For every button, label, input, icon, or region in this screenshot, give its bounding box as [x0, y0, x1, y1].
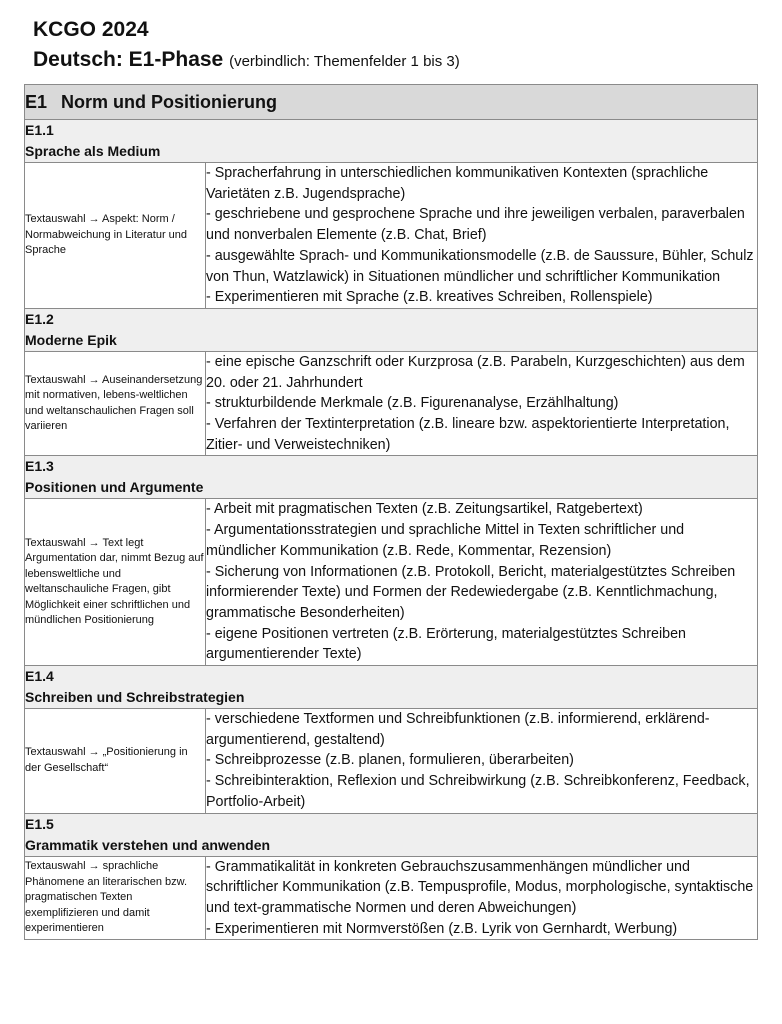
section-number: E1.1 [25, 122, 54, 138]
section-heading [25, 308, 758, 351]
content-item: - ausgewählte Sprach- und Kommunikationsmodelle (z.B. de Saussure, Bühler, Schulz von Thun, Watzlawick) in Situationen mündlicher und schriftlicher Kommunikation [206, 247, 754, 285]
content-item: - Argumentationsstrategien und sprachliche Mittel in Texten schriftlicher und mündlicher Kommunikation (z.B. Rede, Kommentar, Rezension) [206, 522, 685, 559]
section-heading [25, 666, 758, 709]
section-heading-row [25, 120, 758, 163]
content-item: - verschiedene Textformen und Schreibfunktionen (z.B. informierend, erklärend-argumentierend, gestaltend) [206, 711, 710, 748]
section-number: E1.5 [25, 815, 54, 832]
section-heading-row [25, 308, 758, 351]
content-item: - Schreibprozesse (z.B. planen, formulieren, überarbeiten) [206, 752, 574, 769]
content-items-cell [206, 163, 758, 309]
main-heading-number: E1 [25, 91, 48, 112]
content-item: - Schreibinteraktion, Reflexion und Schreibwirkung (z.B. Schreibkonferenz, Feedback, Portfolio-Arbeit) [206, 773, 750, 810]
content-items-cell [206, 709, 758, 814]
section-content-row [25, 856, 758, 940]
section-content-row [25, 709, 758, 814]
section-heading-row [25, 666, 758, 709]
content-items-cell [206, 499, 758, 666]
main-heading-row [25, 85, 758, 120]
section-heading [25, 456, 758, 499]
section-content-row [25, 163, 758, 309]
section-number: E1.4 [25, 668, 54, 685]
content-item: - Sicherung von Informationen (z.B. Protokoll, Bericht, materialgestütztes Schreiben informierender Texte) und Formen der Redewiedergabe (z.B. Kenntlichmachung, grammatische Besonderheiten) [206, 563, 736, 621]
document-title: KCGO 2024 [33, 18, 149, 41]
content-item: - geschriebene und gesprochene Sprache und ihre jeweiligen verbalen, paraverbalen und nonverbalen Elemente (z.B. Chat, Brief) [206, 206, 745, 244]
text-selection-cell: Textauswahl → „Positionierung in der Gesellschaft“ [25, 709, 206, 814]
content-item: - Grammatikalität in konkreten Gebrauchszusammenhängen mündlicher und schriftlicher Kommunikation (z.B. Tempusprofile, Modus, morphologische, syntaktische und text-grammatische Normen und deren Abweichungen) [206, 858, 754, 916]
section-heading-row [25, 813, 758, 856]
section-heading [25, 813, 758, 856]
section-title: Sprache als Medium [25, 143, 161, 159]
section-content-row [25, 351, 758, 456]
content-item: - Verfahren der Textinterpretation (z.B. lineare bzw. aspektorientierte Interpretation, Zitier- und Verweistechniken) [206, 416, 730, 453]
content-item: - eigene Positionen vertreten (z.B. Erörterung, materialgestütztes Schreiben argumentierender Texte) [206, 625, 686, 663]
section-number: E1.3 [25, 458, 54, 475]
content-item: - eine epische Ganzschrift oder Kurzprosa (z.B. Parabeln, Kurzgeschichten) aus dem 20. oder 21. Jahrhundert [206, 353, 745, 391]
content-item: - Arbeit mit pragmatischen Texten (z.B. Zeitungsartikel, Ratgebertext) [206, 501, 643, 518]
text-selection-cell: Textauswahl → Text legt Argumentation dar, nimmt Bezug auf lebensweltliche und weltanschauliche Fragen, gibt Möglichkeit einer schriftlichen und mündlichen Positionierung [25, 499, 206, 666]
content-item: - strukturbildende Merkmale (z.B. Figurenanalyse, Erzählhaltung) [206, 395, 619, 412]
section-number: E1.2 [25, 310, 54, 327]
main-heading [25, 85, 758, 120]
text-selection-cell: Textauswahl → Aspekt: Norm / Normabweichung in Literatur und Sprache [25, 163, 206, 309]
subtitle-note: (verbindlich: Themenfelder 1 bis 3) [229, 53, 460, 70]
section-content-row [25, 499, 758, 666]
content-items-cell [206, 856, 758, 940]
curriculum-table [24, 84, 758, 940]
text-selection-cell: Textauswahl → Auseinandersetzung mit normativen, lebens-weltlichen und weltanschaulichen Fragen soll variieren [25, 351, 206, 456]
main-heading-title: Norm und Positionierung [61, 91, 277, 112]
section-title: Moderne Epik [25, 331, 117, 348]
section-title: Positionen und Argumente [25, 479, 204, 496]
content-item: - Experimentieren mit Normverstößen (z.B. Lyrik von Gernhardt, Werbung) [206, 920, 678, 937]
section-heading-row [25, 456, 758, 499]
document-subtitle [33, 48, 460, 72]
section-title: Grammatik verstehen und anwenden [25, 836, 271, 853]
subtitle-main: Deutsch: E1-Phase [33, 48, 224, 71]
content-items-cell [206, 351, 758, 456]
content-item: - Experimentieren mit Sprache (z.B. kreatives Schreiben, Rollenspiele) [206, 289, 653, 306]
text-selection-cell: Textauswahl → sprachliche Phänomene an literarischen bzw. pragmatischen Texten exemplifizieren und damit experimentieren [25, 856, 206, 940]
section-heading [25, 120, 758, 163]
content-item: - Spracherfahrung in unterschiedlichen kommunikativen Kontexten (sprachliche Varietäten z.B. Jugendsprache) [206, 165, 709, 202]
section-title: Schreiben und Schreibstrategien [25, 689, 245, 706]
